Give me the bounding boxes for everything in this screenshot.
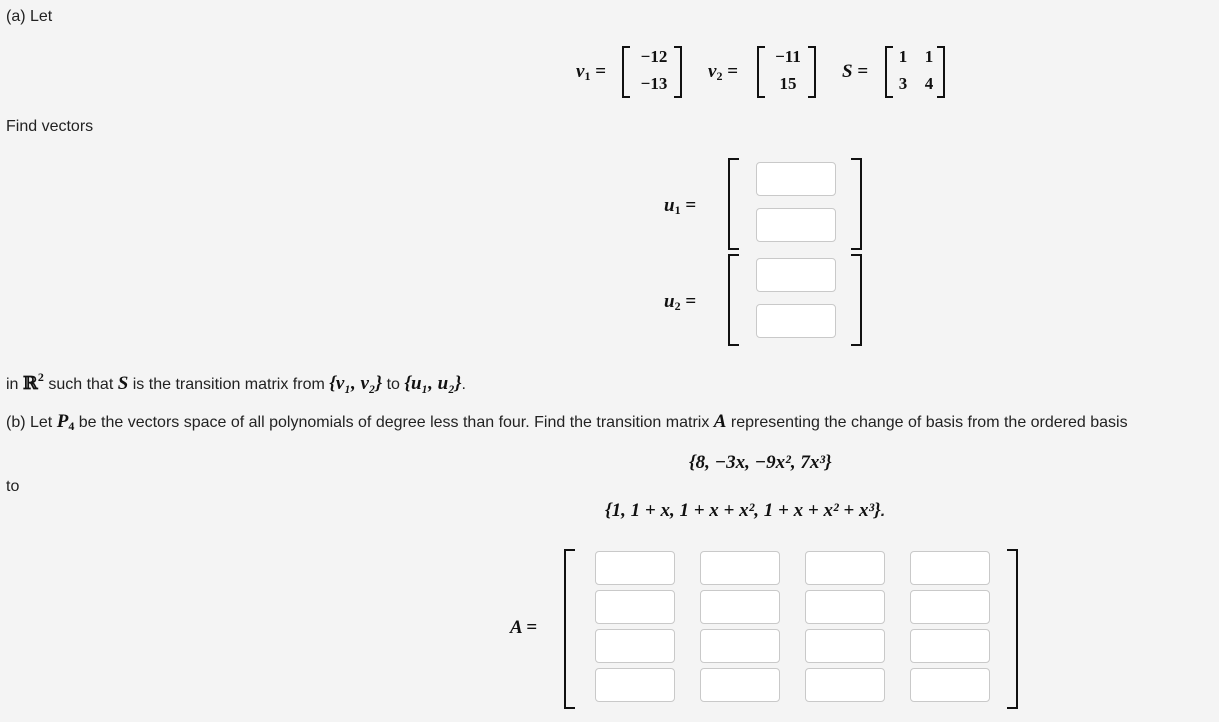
a-label: A = [510, 617, 538, 638]
a-entry-input[interactable] [910, 590, 990, 624]
basis-2: {1, 1 + x, 1 + x + x², 1 + x + x² + x³}. [605, 500, 886, 521]
v1-entry: −13 [640, 74, 668, 93]
u2-entry-2-input[interactable] [756, 304, 836, 338]
v1-right-bracket [674, 46, 682, 98]
u1-entry-1-input[interactable] [756, 162, 836, 196]
a-entry-input[interactable] [595, 590, 675, 624]
v2-left-bracket [757, 46, 765, 98]
a-entry-input[interactable] [910, 551, 990, 585]
s-entry: 1 [924, 47, 934, 66]
u2-label: $u_2$ = [664, 291, 697, 313]
s-entry: 4 [924, 74, 934, 93]
u2-entry-1-input[interactable] [756, 258, 836, 292]
a-entry-input[interactable] [595, 629, 675, 663]
a-entry-input[interactable] [700, 629, 780, 663]
v1-entry: −12 [640, 47, 668, 66]
v1-left-bracket [622, 46, 630, 98]
v2-label: $v_2$ = [708, 61, 739, 83]
find-vectors-text: Find vectors [6, 118, 94, 135]
s-entry: 3 [898, 74, 908, 93]
to-text: to [6, 478, 20, 495]
r-symbol: ℝ [22, 373, 38, 394]
a-left-bracket [564, 549, 575, 709]
u1-left-bracket [728, 158, 739, 250]
v2-entry: 15 [779, 74, 797, 93]
basis-1: {8, −3x, −9x², 7x³} [689, 452, 832, 473]
a-entry-input[interactable] [595, 551, 675, 585]
part-a-intro: (a) Let [6, 8, 53, 25]
a-entry-input[interactable] [700, 590, 780, 624]
s-right-bracket [937, 46, 945, 98]
u2-right-bracket [851, 254, 862, 346]
s-entry: 1 [898, 47, 908, 66]
u1-label: $u_1$ = [664, 195, 697, 217]
a-entry-input[interactable] [700, 551, 780, 585]
a-entry-input[interactable] [910, 668, 990, 702]
v2-right-bracket [808, 46, 816, 98]
a-entry-input[interactable] [805, 551, 885, 585]
a-entry-input[interactable] [595, 668, 675, 702]
a-entry-input[interactable] [700, 668, 780, 702]
v2-entry: −11 [775, 47, 801, 66]
s-label: S = [842, 61, 869, 82]
part-b-intro: (b) Let $P_4$ be the vectors space of all polynomials of degree less than four. Find the transition matrix A representing the change of basis from the ordered basis [6, 411, 1128, 433]
part-a-tail: in ℝ$^2$ such that S is the transition matrix from {v₁, v₂} to {u₁, u₂}. [6, 370, 466, 394]
a-entry-input[interactable] [805, 668, 885, 702]
a-entry-input[interactable] [910, 629, 990, 663]
a-entry-input[interactable] [805, 629, 885, 663]
a-right-bracket [1007, 549, 1018, 709]
v1-label: $v_1$ = [576, 61, 607, 83]
u1-right-bracket [851, 158, 862, 250]
u2-left-bracket [728, 254, 739, 346]
u1-entry-2-input[interactable] [756, 208, 836, 242]
a-entry-input[interactable] [805, 590, 885, 624]
